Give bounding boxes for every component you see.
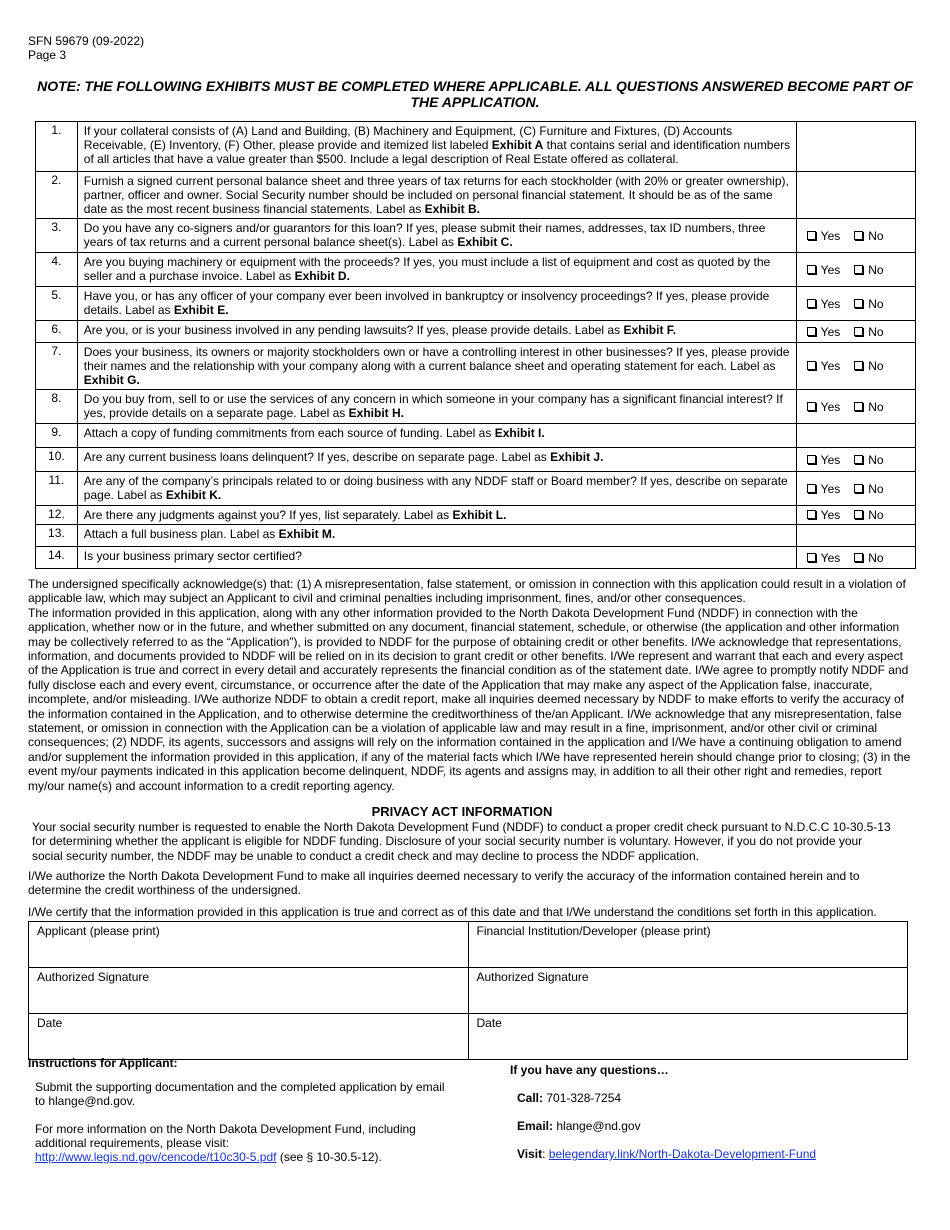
checkbox-icon: [854, 327, 863, 336]
instructions-p2: For more information on the North Dakota Development Fund, including additional requirements, please visit: http://www.legis.nd.gov/cencode/t10c30-5.pdf (see § 10-30.5-12).: [35, 1122, 416, 1164]
yes-checkbox[interactable]: [807, 482, 841, 496]
no-label: No: [868, 359, 884, 373]
website-link[interactable]: belegendary.link/North-Dakota-Development-Fund: [548, 1147, 817, 1161]
instructions: [28, 1056, 448, 1178]
yes-no-cell: [796, 172, 915, 219]
yes-label: Yes: [820, 508, 841, 522]
no-label: No: [868, 324, 884, 339]
exhibit-question: Are you buying machinery or equipment with the proceeds? If yes, you must include a list of equipment and cost as quoted by the seller and a purchase invoice. Label as Exhibit D.: [77, 253, 796, 287]
checkbox-icon: [807, 299, 816, 308]
no-label: No: [868, 262, 884, 277]
instructions-title: Instructions for Applicant:: [28, 1056, 178, 1070]
exhibit-number: 10.: [36, 448, 78, 472]
checkbox-icon: [807, 510, 816, 519]
statute-link[interactable]: http://www.legis.nd.gov/cencode/t10c30-5.pdf: [35, 1150, 277, 1164]
exhibit-number: 13.: [36, 525, 78, 547]
exhibit-row: [36, 219, 916, 253]
yes-label: Yes: [820, 399, 841, 414]
no-checkbox[interactable]: [854, 229, 883, 243]
yes-label: Yes: [820, 359, 841, 373]
no-label: No: [868, 296, 884, 311]
exhibit-row: [36, 525, 916, 547]
yes-label: Yes: [820, 296, 841, 311]
acknowledgement: [28, 577, 916, 793]
exhibit-question: Are any current business loans delinquent? If yes, describe on separate page. Label as Exhibit J.: [77, 448, 796, 472]
exhibit-question: If your collateral consists of (A) Land and Building, (B) Machinery and Equipment, (C) Furniture and Fixtures, (D) Accounts Receivable, (E) Inventory, (F) Other, please provide and itemized list labeled Exhibit A that contains serial and identification numbers of all articles that have a value greater than $500. Include a legal description of Real Estate offered as collateral.: [77, 122, 796, 172]
exhibit-row: [36, 547, 916, 569]
yes-no-cell: [796, 287, 915, 321]
yes-no-cell: [796, 219, 915, 253]
yes-checkbox[interactable]: [807, 551, 841, 565]
yes-checkbox[interactable]: [807, 325, 841, 339]
exhibit-number: 5.: [36, 287, 78, 321]
yes-label: Yes: [820, 324, 841, 339]
checkbox-icon: [854, 553, 863, 562]
yes-checkbox[interactable]: [807, 400, 841, 414]
exhibit-question: Are you, or is your business involved in any pending lawsuits? If yes, please provide details. Label as Exhibit F.: [77, 321, 796, 343]
exhibits-note: NOTE: THE FOLLOWING EXHIBITS MUST BE COMPLETED WHERE APPLICABLE. ALL QUESTIONS ANSWERED BECOME PART OF THE APPLICATION.: [37, 78, 913, 110]
no-label: No: [868, 399, 884, 414]
exhibit-question: Are there any judgments against you? If yes, list separately. Label as Exhibit L.: [77, 506, 796, 525]
checkbox-icon: [807, 553, 816, 562]
checkbox-icon: [807, 265, 816, 274]
exhibit-row: [36, 172, 916, 219]
exhibit-question: Does your business, its owners or majority stockholders own or have a controlling interest in other businesses? If yes, please provide their names and the relationship with your company along with a current balance sheet and operating statement for each. Label as Exhibit G.: [77, 343, 796, 390]
exhibit-number: 8.: [36, 390, 78, 424]
yes-checkbox[interactable]: [807, 229, 841, 243]
exhibit-number: 7.: [36, 343, 78, 390]
yes-no-cell: [796, 390, 915, 424]
institution-date-field[interactable]: Date: [468, 1014, 908, 1060]
no-checkbox[interactable]: [854, 325, 883, 339]
yes-no-cell: [796, 424, 915, 448]
exhibit-row: [36, 506, 916, 525]
exhibit-row: [36, 390, 916, 424]
yes-no-cell: [796, 448, 915, 472]
exhibit-number: 12.: [36, 506, 78, 525]
checkbox-icon: [807, 484, 816, 493]
no-checkbox[interactable]: [854, 482, 883, 496]
yes-label: Yes: [820, 228, 841, 243]
yes-no-cell: [796, 253, 915, 287]
no-label: No: [868, 228, 884, 243]
exhibit-question: Do you have any co-signers and/or guarantors for this loan? If yes, please submit their names, addresses, tax ID numbers, three years of tax returns and a current personal balance sheet(s). Label as Exhibit C.: [77, 219, 796, 253]
exhibit-row: [36, 287, 916, 321]
checkbox-icon: [854, 402, 863, 411]
institution-signature-field[interactable]: Authorized Signature: [468, 968, 908, 1014]
yes-checkbox[interactable]: [807, 359, 841, 373]
yes-label: Yes: [820, 550, 841, 565]
yes-label: Yes: [820, 452, 841, 467]
no-label: No: [868, 452, 884, 467]
signature-table: [28, 921, 908, 1060]
yes-label: Yes: [820, 262, 841, 277]
checkbox-icon: [854, 361, 863, 370]
applicant-field[interactable]: Applicant (please print): [29, 922, 469, 968]
checkbox-icon: [807, 231, 816, 240]
yes-no-cell: [796, 122, 915, 172]
checkbox-icon: [807, 327, 816, 336]
form-id: SFN 59679 (09-2022): [28, 34, 145, 48]
certification-statement: I/We certify that the information provided in this application is true and correct as of this date and that I/We understand the conditions set forth in this application.: [28, 905, 877, 919]
exhibit-number: 3.: [36, 219, 78, 253]
privacy-title: PRIVACY ACT INFORMATION: [371, 804, 553, 819]
authorization-statement: I/We authorize the North Dakota Development Fund to make all inquiries deemed necessary to verify the accuracy of the information contained herein and to determine the credit worthiness of the undersigned.: [28, 869, 860, 898]
acknowledgement-p1: The undersigned specifically acknowledge(s) that: (1) A misrepresentation, false statement, or omission in connection with this application could result in a violation of applicable law, which may subject an Applicant to civil and criminal penalties including imprisonment, fines, and/or other consequences.: [28, 577, 906, 606]
exhibit-number: 9.: [36, 424, 78, 448]
no-checkbox[interactable]: [854, 551, 883, 565]
yes-no-cell: [796, 343, 915, 390]
no-checkbox[interactable]: [854, 400, 883, 414]
exhibit-question: Are any of the company’s principals related to or doing business with any NDDF staff or Board member? If yes, describe on separate page. Label as Exhibit K.: [77, 472, 796, 506]
checkbox-icon: [854, 265, 863, 274]
exhibit-question: Attach a full business plan. Label as Exhibit M.: [77, 525, 796, 547]
checkbox-icon: [854, 231, 863, 240]
page-number: Page 3: [28, 48, 67, 62]
exhibit-number: 6.: [36, 321, 78, 343]
yes-no-cell: [796, 506, 915, 525]
contact-visit: Visit: belegendary.link/North-Dakota-Development-Fund: [517, 1147, 817, 1161]
exhibit-row: [36, 448, 916, 472]
exhibit-number: 14.: [36, 547, 78, 569]
contact-email: Email: hlange@nd.gov: [517, 1119, 641, 1133]
exhibit-row: [36, 424, 916, 448]
exhibits-table: [35, 121, 916, 569]
yes-no-cell: [796, 525, 915, 547]
exhibit-row: [36, 253, 916, 287]
contact-title: If you have any questions…: [510, 1063, 669, 1077]
no-checkbox[interactable]: [854, 508, 883, 522]
exhibit-question: Is your business primary sector certified?: [77, 547, 796, 569]
checkbox-icon: [854, 510, 863, 519]
acknowledgement-p2: The information provided in this application, along with any other information provided to the North Dakota Development Fund (NDDF) in connection with the application, whether now or in the future, and whether submitted on any document, financial statement, schedule, or otherwise (the application and other information may be collectively referred to as the “Application”), is provided to NDDF for the purpose of obtaining credit or other benefits. I/We acknowledge that representations, information, and documents provided to NDDF will be relied on in its decision to grant credit or other benefits. I/We represent and warrant that each and every aspect of the Application is true and correct in every detail and accurately represents the financial condition as of the statement date. I/We agree to promptly notify NDDF and fully disclose each and every event, circumstance, or occurrence after the date of the Application that may make any aspect of the Application false, inaccurate, incomplete, and/or misleading. I/We authorize NDDF to obtain a credit report, make all inquiries deemed necessary by NDDF to make efforts to verify the accuracy of the information contained in the Application, and to otherwise determine the creditworthiness of the/an Applicant. I/We acknowledge that any misrepresentation, false statement, or omission in connection with the Application can be a violation of applicable law and may result in a fine, imprisonment, and/or other civil or criminal consequences; (2) NDDF, its agents, successors and assigns will rely on the information contained in the application and I/We have a continuing obligation to amend and/or supplement the information provided in this application, if any of the material facts which I/We have represented herein should change prior to closing; (3) in the event my/our payments indicated in this application become delinquent, NDDF, its agents and assigns may, in addition to all their other right and remedies, report my/our name(s) and account information to a credit reporting agency.: [28, 605, 911, 793]
checkbox-icon: [807, 455, 816, 464]
exhibit-row: [36, 472, 916, 506]
exhibit-row: [36, 321, 916, 343]
contact-call: Call: 701-328-7254: [517, 1091, 622, 1105]
exhibit-row: [36, 343, 916, 390]
no-checkbox[interactable]: [854, 297, 883, 311]
exhibit-question: Have you, or has any officer of your company ever been involved in bankruptcy or insolvency proceedings? If yes, please provide details. Label as Exhibit E.: [77, 287, 796, 321]
applicant-date-field[interactable]: Date: [29, 1014, 469, 1060]
yes-no-cell: [796, 472, 915, 506]
privacy-body: Your social security number is requested to enable the North Dakota Development Fund (NDDF) to conduct a proper credit check pursuant to N.D.C.C 10-30.5-13 for determining whether the applicant is eligible for NDDF funding. Disclosure of your social security number is voluntary. However, if you do not provide your social security number, the NDDF may be unable to conduct a credit check and may decline to process the NDDF application.: [32, 820, 891, 863]
exhibit-question: Do you buy from, sell to or use the services of any concern in which someone in your company has a significant financial interest? If yes, provide details on a separate page. Label as Exhibit H.: [77, 390, 796, 424]
exhibit-question: Attach a copy of funding commitments from each source of funding. Label as Exhibit I.: [77, 424, 796, 448]
yes-no-cell: [796, 321, 915, 343]
no-label: No: [868, 508, 884, 522]
checkbox-icon: [807, 402, 816, 411]
yes-label: Yes: [820, 481, 841, 496]
exhibit-number: 11.: [36, 472, 78, 506]
exhibit-row: [36, 122, 916, 172]
instructions-p1: Submit the supporting documentation and the completed application by email to hlange@nd.gov.: [35, 1080, 445, 1108]
contact-info: [510, 1063, 910, 1175]
applicant-signature-field[interactable]: Authorized Signature: [29, 968, 469, 1014]
exhibit-number: 4.: [36, 253, 78, 287]
checkbox-icon: [854, 299, 863, 308]
no-checkbox[interactable]: [854, 359, 883, 373]
institution-field[interactable]: Financial Institution/Developer (please print): [468, 922, 908, 968]
no-label: No: [868, 481, 884, 496]
yes-checkbox[interactable]: [807, 263, 841, 277]
checkbox-icon: [854, 455, 863, 464]
yes-no-cell: [796, 547, 915, 569]
checkbox-icon: [854, 484, 863, 493]
no-label: No: [868, 550, 884, 565]
checkbox-icon: [807, 361, 816, 370]
no-checkbox[interactable]: [854, 263, 883, 277]
form-header: [28, 34, 144, 62]
exhibit-number: 2.: [36, 172, 78, 219]
yes-checkbox[interactable]: [807, 508, 841, 522]
yes-checkbox[interactable]: [807, 297, 841, 311]
exhibit-number: 1.: [36, 122, 78, 172]
no-checkbox[interactable]: [854, 453, 883, 467]
exhibit-question: Furnish a signed current personal balance sheet and three years of tax returns for each stockholder (with 20% or greater ownership), partner, officer and owner. Social Security number should be included on personal financial statement. It should be as of the same date as the most recent business financial statements. Label as Exhibit B.: [77, 172, 796, 219]
yes-checkbox[interactable]: [807, 453, 841, 467]
